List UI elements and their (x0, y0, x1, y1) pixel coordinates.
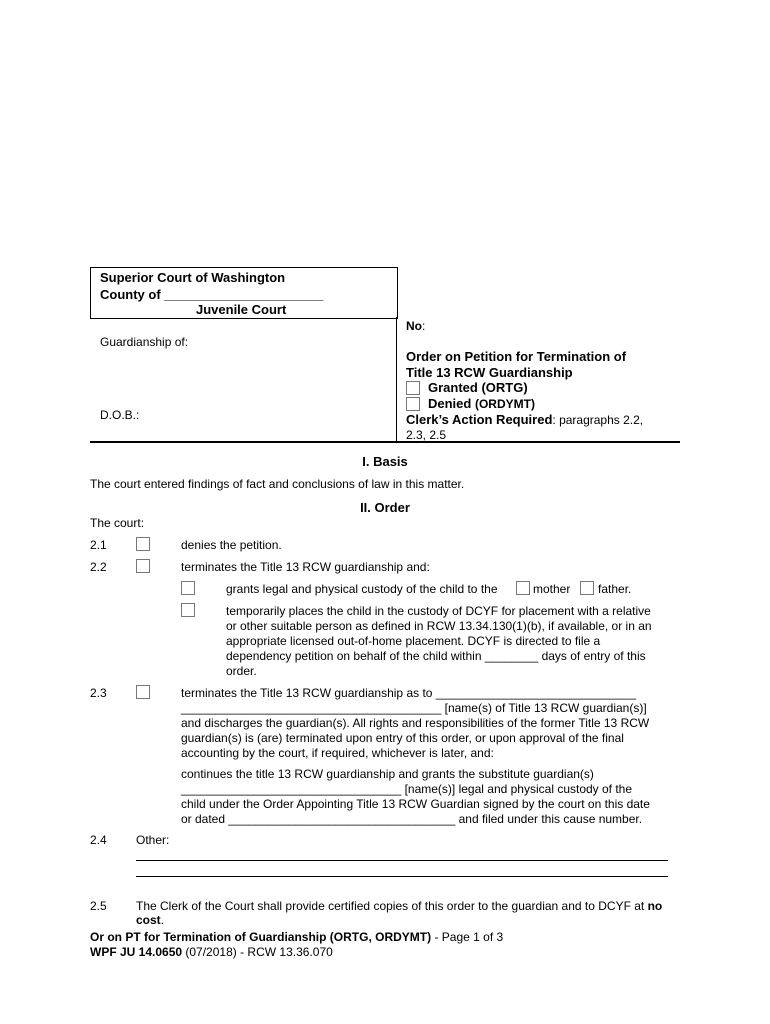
order-heading: II. Order (360, 500, 410, 515)
denied-word: Denied (428, 396, 475, 411)
para-2-5-cost: cost (136, 913, 161, 927)
guardianship-label: Guardianship of: (100, 335, 189, 349)
para-2-5-no: no (647, 899, 663, 913)
continue-guardianship-line: _________________________________ [name(s)] legal and physical custody of the (181, 782, 633, 796)
para-2-5-text (136, 899, 676, 914)
dcyf-placement-line: order. (226, 664, 257, 678)
para-2-3-checkbox[interactable] (136, 685, 150, 699)
dob-label: D.O.B.: (100, 408, 140, 422)
court-name: Superior Court of Washington (100, 270, 286, 285)
mother-checkbox[interactable] (516, 581, 530, 595)
other-label: Other: (136, 833, 170, 847)
para-2-3-line: accounting by the court, if required, whichever is later, and: (181, 746, 494, 760)
para-2-2-text: terminates the Title 13 RCW guardianship and: (181, 560, 430, 574)
denied-code: (ORDYMT) (474, 397, 535, 411)
granted-checkbox[interactable] (406, 381, 420, 395)
dcyf-placement-line: dependency petition on behalf of the child within ________ days of entry of this (226, 649, 646, 663)
case-number-label: No (406, 319, 422, 333)
court-intro: The court: (90, 516, 145, 530)
footer-form-rest: (07/2018) - RCW 13.36.070 (182, 945, 333, 959)
footer-page: - Page 1 of 3 (431, 930, 504, 944)
basis-heading: I. Basis (362, 454, 408, 469)
para-2-4-number: 2.4 (90, 833, 107, 847)
para-2-5-main: The Clerk of the Court shall provide certified copies of this order to the guardian and to DCYF at (136, 899, 648, 913)
footer-form-code: WPF JU 14.0650 (90, 945, 183, 959)
case-number-colon: : (422, 319, 426, 333)
grant-custody-text: grants legal and physical custody of the child to the (226, 582, 498, 596)
para-2-1-checkbox[interactable] (136, 537, 150, 551)
caption-divider (396, 317, 397, 441)
father-checkbox[interactable] (580, 581, 594, 595)
mother-label: mother (533, 582, 571, 596)
para-2-3-number: 2.3 (90, 686, 107, 700)
para-2-5-end (136, 913, 164, 928)
para-2-2-checkbox[interactable] (136, 559, 150, 573)
para-2-3-line: and discharges the guardian(s). All rights and responsibilities of the former Title 13 RCW (181, 716, 650, 730)
dcyf-placement-line: or other suitable person as defined in RCW 13.34.130(1)(b), if available, or in an (226, 619, 652, 633)
continue-guardianship-line: child under the Order Appointing Title 13 RCW Guardian signed by the court on this date (181, 797, 650, 811)
para-2-1-text: denies the petition. (181, 538, 282, 552)
para-2-5-number: 2.5 (90, 899, 107, 913)
granted-label: Granted (ORTG) (428, 380, 528, 395)
continue-guardianship-line: continues the title 13 RCW guardianship and grants the substitute guardian(s) (181, 767, 594, 781)
caption-rule (90, 441, 680, 443)
para-2-3-line: _______________________________________ [name(s) of Title 13 RCW guardian(s)] (181, 701, 647, 715)
continue-guardianship-line: or dated __________________________________ and filed under this cause number. (181, 812, 643, 826)
footer-form-id (90, 945, 333, 960)
dcyf-placement-line: temporarily places the child in the custody of DCYF for placement with a relative (226, 604, 651, 618)
dcyf-placement-line: appropriate licensed out-of-home placement. DCYF is directed to file a (226, 634, 601, 648)
other-input-line[interactable] (136, 860, 668, 861)
county-line: County of ______________________ (100, 287, 324, 302)
para-2-3-line: guardian(s) is (are) terminated upon entry of this order, or upon approval of the final (181, 731, 624, 745)
footer-title (90, 930, 503, 945)
dcyf-placement-checkbox[interactable] (181, 603, 195, 617)
clerk-action-label: Clerk’s Action Required (406, 412, 553, 427)
footer-title-bold: Or on PT for Termination of Guardianship (ORTG, ORDYMT) (90, 930, 432, 944)
order-title-line1: Order on Petition for Termination of (406, 349, 627, 364)
other-input-line[interactable] (136, 876, 668, 877)
para-2-5-period: . (160, 913, 165, 927)
grant-custody-checkbox[interactable] (181, 581, 195, 595)
para-2-1-number: 2.1 (90, 538, 107, 552)
father-label: father. (598, 582, 632, 596)
clerk-action (406, 412, 643, 428)
denied-checkbox[interactable] (406, 397, 420, 411)
para-2-3-line: terminates the Title 13 RCW guardianship as to ______________________________ (181, 686, 637, 700)
denied-label (428, 396, 535, 412)
clerk-action-paragraphs-cont: 2.3, 2.5 (406, 428, 447, 442)
order-title-line2: Title 13 RCW Guardianship (406, 365, 573, 380)
case-number (406, 319, 425, 334)
clerk-action-paragraphs: : paragraphs 2.2, (552, 413, 644, 427)
basis-text: The court entered findings of fact and conclusions of law in this matter. (90, 477, 465, 491)
court-division: Juvenile Court (196, 302, 287, 317)
para-2-2-number: 2.2 (90, 560, 107, 574)
